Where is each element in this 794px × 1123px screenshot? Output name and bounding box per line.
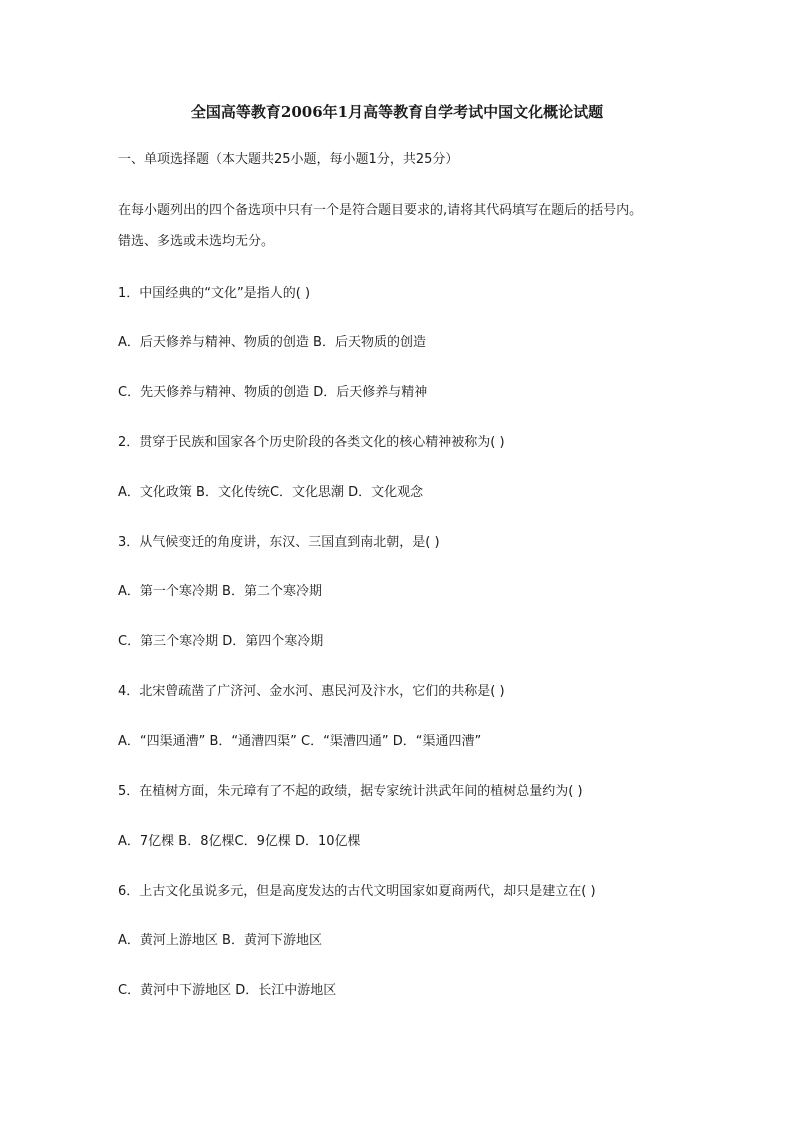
question-4-option-line-1: A．“四渠通漕” B．“通漕四渠” C．“渠漕四通” D．“渠通四漕”	[118, 734, 482, 749]
question-6-stem: 6．上古文化虽说多元，但是高度发达的古代文明国家如夏商两代，却只是建立在( )	[118, 884, 596, 899]
question-6-option-line-1: A．黄河上游地区 B．黄河下游地区	[118, 933, 322, 948]
question-3-option-line-2: C．第三个寒冷期 D．第四个寒冷期	[118, 634, 324, 649]
question-5-stem: 5．在植树方面，朱元璋有了不起的政绩，据专家统计洪武年间的植树总量约为( )	[118, 784, 583, 799]
question-2-stem: 2．贯穿于民族和国家各个历史阶段的各类文化的核心精神被称为( )	[118, 435, 505, 450]
question-1-option-line-2: C．先天修养与精神、物质的创造 D．后天修养与精神	[118, 385, 428, 400]
question-4-stem: 4．北宋曾疏凿了广济河、金水河、惠民河及汴水，它们的共称是( )	[118, 684, 505, 699]
document-title: 全国高等教育2006年1月高等教育自学考试中国文化概论试题	[190, 103, 604, 121]
instructions-line-2: 错选、多选或未选均无分。	[118, 234, 275, 249]
section-heading: 一、单项选择题（本大题共25小题，每小题1分，共25分）	[118, 152, 459, 167]
question-1-stem: 1．中国经典的“文化”是指人的( )	[118, 286, 311, 301]
question-2-option-line-1: A．文化政策 B．文化传统C．文化思潮 D．文化观念	[118, 485, 424, 500]
question-1-option-line-1: A．后天修养与精神、物质的创造 B．后天物质的创造	[118, 335, 426, 350]
question-5-option-line-1: A．7亿棵 B．8亿棵C．9亿棵 D．10亿棵	[118, 834, 361, 849]
instructions-line-1: 在每小题列出的四个备选项中只有一个是符合题目要求的,请将其代码填写在题后的括号内。	[118, 203, 643, 218]
question-3-option-line-1: A．第一个寒冷期 B．第二个寒冷期	[118, 584, 322, 599]
question-6-option-line-2: C．黄河中下游地区 D．长江中游地区	[118, 983, 337, 998]
question-3-stem: 3．从气候变迁的角度讲，东汉、三国直到南北朝，是( )	[118, 535, 440, 550]
